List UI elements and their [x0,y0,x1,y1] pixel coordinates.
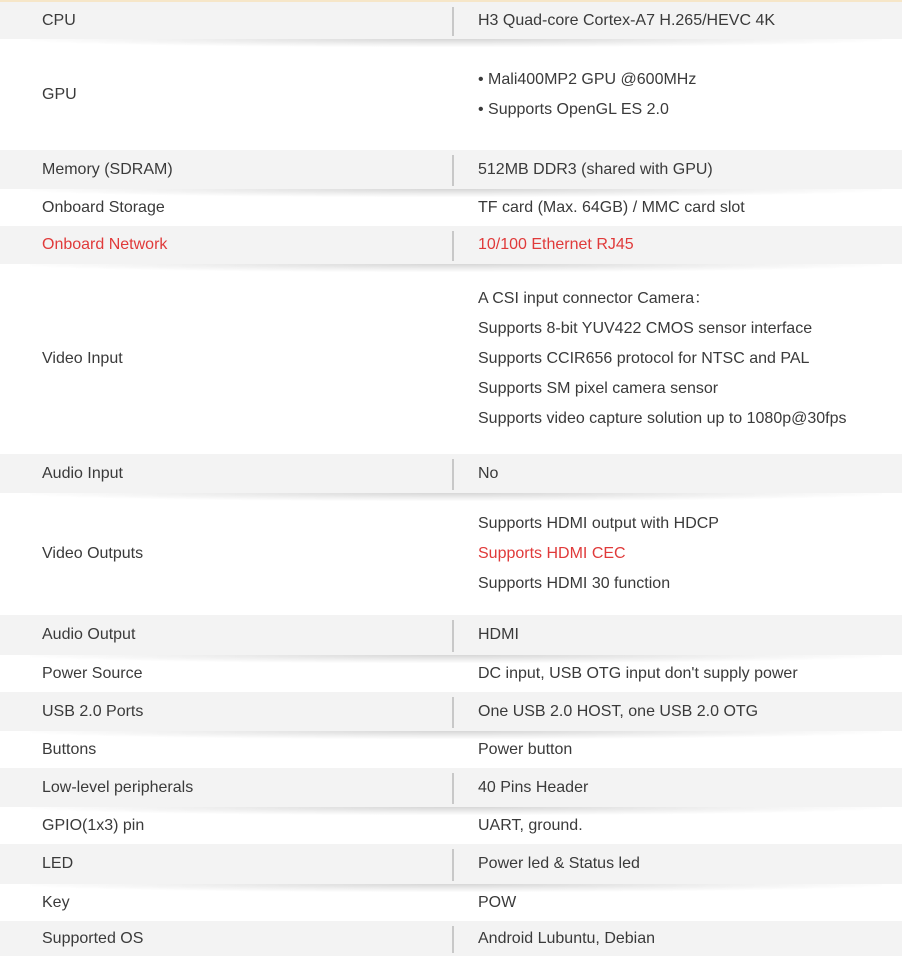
spec-label: Key [42,893,70,911]
spec-label: GPU [42,85,77,103]
spec-row-supported-os [0,921,902,956]
spec-label: USB 2.0 Ports [42,702,144,720]
spec-label: LED [42,855,74,872]
spec-label: Audio Output [42,626,136,643]
spec-row-buttons [0,731,902,768]
spec-value: HDMI [478,626,519,643]
spec-row-cpu [0,2,902,39]
spec-row-led [0,844,902,884]
spec-label: Buttons [42,740,97,758]
spec-row-memory [0,150,902,189]
spec-label: Low-level peripherals [42,778,194,796]
spec-row-audio-input [0,454,902,493]
spec-value: One USB 2.0 HOST, one USB 2.0 OTG [478,702,759,720]
spec-label: Video Outputs [42,545,144,562]
spec-row-low-level-peripherals [0,768,902,807]
spec-label: Onboard Storage [42,198,165,216]
spec-value: 512MB DDR3 (shared with GPU) [478,160,713,178]
spec-label: Video Input [42,350,123,367]
spec-row-gpio [0,807,902,844]
spec-row-video-input [0,264,902,454]
spec-value: A CSI input connector Camera： Supports 8-bit YUV422 CMOS sensor interface Supports CCIR656 protocol for NTSC and PAL Supports SM pixel camera sensor Supports video capture solution up to 1080p@30fps [478,290,847,427]
spec-row-video-outputs [0,493,902,615]
spec-label: Supported OS [42,929,144,947]
spec-label: Memory (SDRAM) [42,160,173,178]
spec-value: Power button [478,740,573,758]
spec-value: DC input, USB OTG input don't supply power [478,664,798,682]
spec-label: Audio Input [42,464,123,482]
spec-row-storage [0,189,902,226]
spec-value: Android Lubuntu, Debian [478,929,656,947]
spec-label: Power Source [42,664,143,682]
spec-value: POW [478,893,517,911]
spec-value: Power led & Status led [478,855,640,872]
spec-value: 10/100 Ethernet RJ45 [478,236,634,253]
spec-row-audio-output [0,615,902,655]
spec-row-power-source [0,655,902,692]
spec-value: 40 Pins Header [478,778,589,796]
spec-value: TF card (Max. 64GB) / MMC card slot [478,198,745,216]
spec-row-network [0,226,902,264]
spec-row-usb-ports [0,692,902,731]
spec-label: CPU [42,11,76,29]
spec-value: Supports HDMI output with HDCP Supports HDMI CEC Supports HDMI 30 function [478,515,719,592]
spec-value: H3 Quad-core Cortex-A7 H.265/HEVC 4K [478,11,776,29]
spec-label: GPIO(1x3) pin [42,816,145,834]
spec-label: Onboard Network [42,236,168,253]
spec-row-gpu [0,39,902,150]
spec-value: • Mali400MP2 GPU @600MHz • Supports OpenGL ES 2.0 [478,70,697,118]
spec-row-key [0,884,902,921]
spec-value: No [478,464,499,482]
spec-value: UART, ground. [478,816,583,834]
